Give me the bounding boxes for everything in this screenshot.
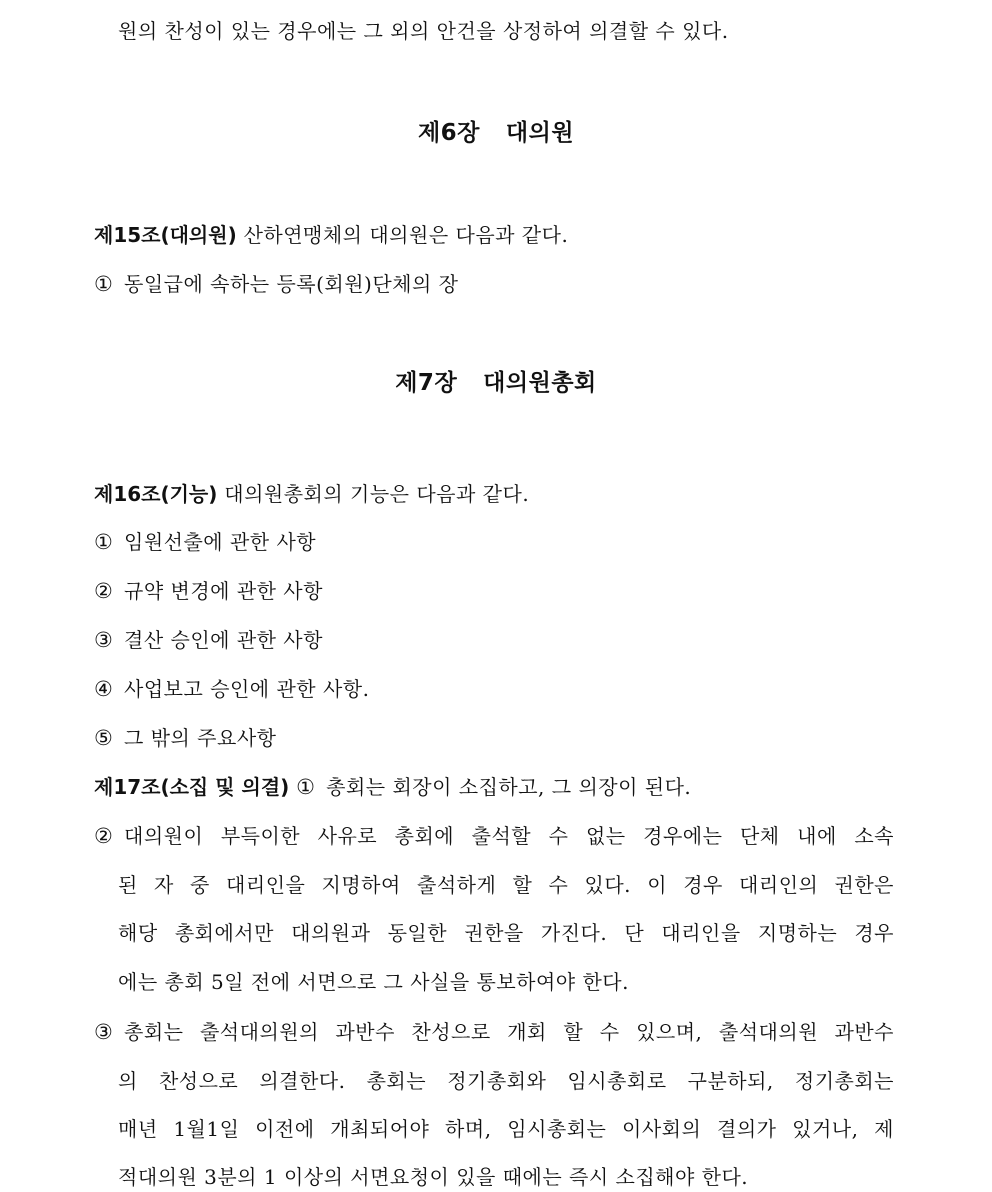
item-text: 대의원이 부득이한 사유로 총회에 출석할 수 없는 경우에는 단체 내에 소속: [124, 824, 894, 848]
item-number: ①: [296, 775, 316, 799]
item-text: 임원선출에 관한 사항: [124, 530, 317, 554]
item-number: ①: [94, 272, 114, 296]
article-16-item-5: [94, 723, 276, 753]
continuation-text: 원의 찬성이 있는 경우에는 그 외의 안건을 상정하여 의결할 수 있다.: [118, 19, 729, 43]
item-text: 그 밖의 주요사항: [124, 726, 277, 750]
item-number: ③: [94, 628, 114, 652]
article-15: [94, 220, 568, 250]
item-number: ②: [94, 824, 114, 848]
chapter-6-title: 대의원: [505, 120, 575, 146]
item-text: 총회는 출석대의원의 과반수 찬성으로 개회 할 수 있으며, 출석대의원 과반수: [124, 1020, 894, 1044]
article-16-text: 대의원총회의 기능은 다음과 같다.: [224, 482, 530, 506]
chapter-7-number: 제7장: [395, 370, 458, 396]
article-17-item-2-line-2: 된 자 중 대리인을 지명하여 출석하게 할 수 있다. 이 경우 대리인의 권한은: [118, 873, 894, 897]
item-number: ①: [94, 530, 114, 554]
article-15-item-1: [94, 269, 458, 299]
article-17-item-1-text: 총회는 회장이 소집하고, 그 의장이 된다.: [326, 775, 692, 799]
article-16-item-3: [94, 625, 323, 655]
article-17-title: 제17조(소집 및 의결): [94, 775, 290, 799]
article-17: [94, 772, 691, 802]
item-text: 규약 변경에 관한 사항: [124, 579, 323, 603]
chapter-7-heading: [0, 367, 992, 399]
item-number: ②: [94, 579, 114, 603]
chapter-6-heading: [0, 117, 992, 149]
article-17-item-3-line-1: [94, 1017, 894, 1047]
article-16-item-2: [94, 576, 323, 606]
item-number: ⑤: [94, 726, 114, 750]
item-text: 동일급에 속하는 등록(회원)단체의 장: [124, 272, 459, 296]
article-17-item-2-line-3: 해당 총회에서만 대의원과 동일한 권한을 가진다. 단 대리인을 지명하는 경우: [118, 921, 894, 945]
article-17-item-3-line-2: 의 찬성으로 의결한다. 총회는 정기총회와 임시총회로 구분하되, 정기총회는: [118, 1069, 894, 1093]
chapter-6-number: 제6장: [417, 120, 480, 146]
item-number: ④: [94, 677, 114, 701]
item-number: ③: [94, 1020, 114, 1044]
article-16-item-1: [94, 527, 316, 557]
article-17-item-3-line-3: 매년 1월1일 이전에 개최되어야 하며, 임시총회는 이사회의 결의가 있거나, 제: [118, 1117, 894, 1141]
item-text: 결산 승인에 관한 사항: [124, 628, 323, 652]
article-16-title: 제16조(기능): [94, 482, 218, 506]
article-16-item-4: [94, 674, 369, 704]
article-17-item-2-line-4: 에는 총회 5일 전에 서면으로 그 사실을 통보하여야 한다.: [118, 970, 629, 994]
article-17-item-2-line-1: [94, 821, 894, 851]
chapter-7-title: 대의원총회: [483, 370, 597, 396]
article-15-text: 산하연맹체의 대의원은 다음과 같다.: [243, 223, 569, 247]
article-17-item-3-line-4: 적대의원 3분의 1 이상의 서면요청이 있을 때에는 즉시 소집해야 한다.: [118, 1165, 749, 1189]
item-text: 사업보고 승인에 관한 사항.: [124, 677, 370, 701]
article-16: [94, 479, 529, 509]
article-15-title: 제15조(대의원): [94, 223, 237, 247]
